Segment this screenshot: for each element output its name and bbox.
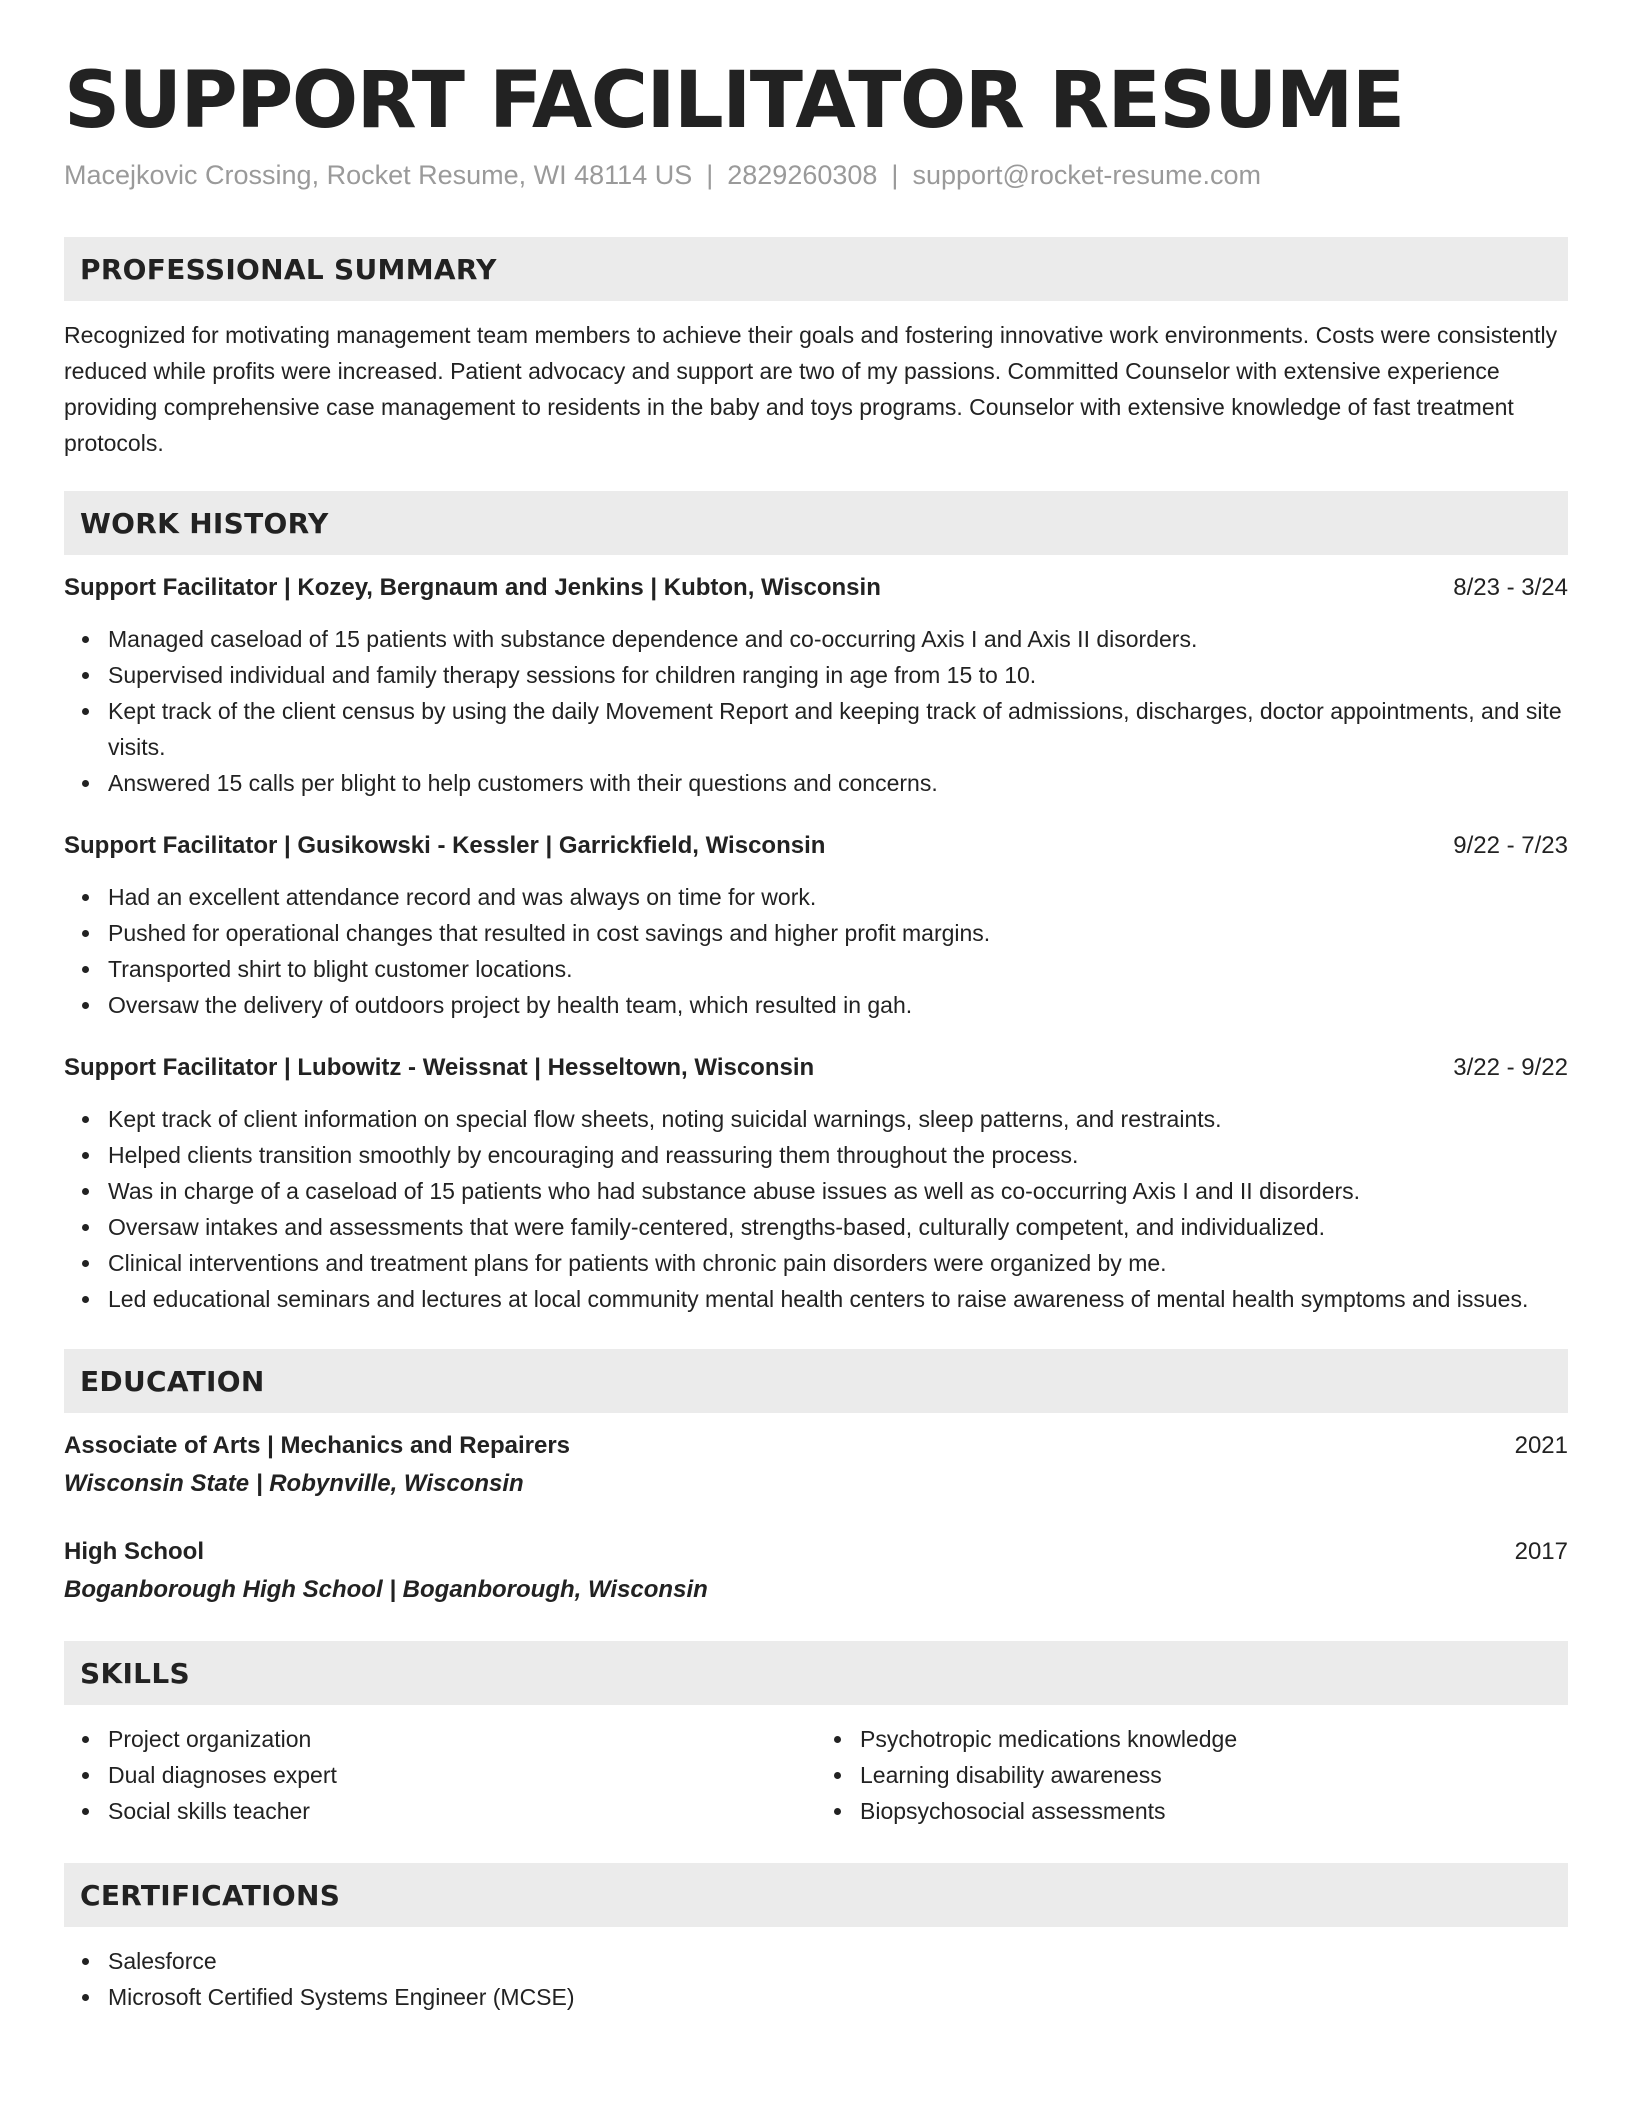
section-heading-skills: SKILLS [64, 1641, 1568, 1705]
job-header [64, 571, 1568, 605]
education-year: 2017 [1514, 1538, 1568, 1565]
resume-header [64, 56, 1568, 191]
summary-text: Recognized for motivating management team members to achieve their goals and fostering innovative work environments. Costs were consistently reduced while profits were increased. Patient advocacy and support are two of my passions. Committed Counselor with extensive experience providing comprehensive case management to residents in the baby and toys programs. Counselor with extensive knowledge of fast treatment protocols. [64, 322, 1558, 456]
section-heading-education: EDUCATION [64, 1349, 1568, 1413]
contact-separator: | [706, 160, 714, 190]
job-entry [64, 829, 1568, 1023]
contact-phone: 2829260308 [727, 160, 878, 190]
job-bullet: Clinical interventions and treatment plans for patients with chronic pain disorders were organized by me. [108, 1245, 1568, 1281]
job-title: Support Facilitator | Gusikowski - Kessler | Garrickfield, Wisconsin [64, 832, 826, 859]
job-bullets [64, 1101, 1568, 1317]
job-entry [64, 1051, 1568, 1317]
education-year: 2021 [1514, 1432, 1568, 1459]
job-dates: 3/22 - 9/22 [1453, 1054, 1568, 1081]
job-bullet: Supervised individual and family therapy sessions for children ranging in age from 15 to 10. [108, 657, 1568, 693]
contact-address: Macejkovic Crossing, Rocket Resume, WI 48114 US [64, 160, 693, 190]
skills-column-left [64, 1721, 816, 1829]
job-bullets [64, 621, 1568, 801]
skill-item: Project organization [108, 1721, 816, 1757]
education-entry [64, 1535, 1568, 1607]
skill-item: Psychotropic medications knowledge [860, 1721, 1568, 1757]
education-school: Wisconsin State | Robynville, Wisconsin [64, 1470, 524, 1497]
job-dates: 8/23 - 3/24 [1453, 574, 1568, 601]
certification-item: Microsoft Certified Systems Engineer (MCSE) [108, 1979, 1568, 2015]
education-school: Boganborough High School | Boganborough, Wisconsin [64, 1576, 708, 1603]
job-bullet: Transported shirt to blight customer locations. [108, 951, 1568, 987]
skills-grid [64, 1721, 1568, 1829]
job-bullet: Pushed for operational changes that resulted in cost savings and higher profit margins. [108, 915, 1568, 951]
job-bullet: Helped clients transition smoothly by encouraging and reassuring them throughout the process. [108, 1137, 1568, 1173]
section-heading-work-history: WORK HISTORY [64, 491, 1568, 555]
education-entry [64, 1429, 1568, 1501]
education-header [64, 1429, 1568, 1463]
job-bullet: Had an excellent attendance record and was always on time for work. [108, 879, 1568, 915]
job-bullet: Oversaw intakes and assessments that were family-centered, strengths-based, culturally competent, and individualized. [108, 1209, 1568, 1245]
job-bullets [64, 879, 1568, 1023]
job-bullet: Kept track of the client census by using the daily Movement Report and keeping track of admissions, discharges, doctor appointments, and site visits. [108, 693, 1568, 765]
skill-item: Social skills teacher [108, 1793, 816, 1829]
certifications-list [64, 1943, 1568, 2015]
education-degree: Associate of Arts | Mechanics and Repairers [64, 1432, 571, 1459]
job-bullet: Answered 15 calls per blight to help customers with their questions and concerns. [108, 765, 1568, 801]
skills-column-right [816, 1721, 1568, 1829]
job-bullet: Led educational seminars and lectures at local community mental health centers to raise awareness of mental health symptoms and issues. [108, 1281, 1568, 1317]
job-title: Support Facilitator | Kozey, Bergnaum and Jenkins | Kubton, Wisconsin [64, 574, 881, 601]
skill-item: Dual diagnoses expert [108, 1757, 816, 1793]
section-heading-certifications: CERTIFICATIONS [64, 1863, 1568, 1927]
contact-line [64, 160, 1568, 191]
job-header [64, 1051, 1568, 1085]
certification-item: Salesforce [108, 1943, 1568, 1979]
job-dates: 9/22 - 7/23 [1453, 832, 1568, 859]
job-entry [64, 571, 1568, 801]
skill-item: Biopsychosocial assessments [860, 1793, 1568, 1829]
resume-title: SUPPORT FACILITATOR RESUME [64, 56, 1404, 146]
job-bullet: Kept track of client information on special flow sheets, noting suicidal warnings, sleep patterns, and restraints. [108, 1101, 1568, 1137]
job-header [64, 829, 1568, 863]
job-bullet: Was in charge of a caseload of 15 patients who had substance abuse issues as well as co-occurring Axis I and II disorders. [108, 1173, 1568, 1209]
contact-separator: | [891, 160, 899, 190]
job-bullet: Managed caseload of 15 patients with substance dependence and co-occurring Axis I and Axis II disorders. [108, 621, 1568, 657]
education-header [64, 1535, 1568, 1569]
job-bullet: Oversaw the delivery of outdoors project by health team, which resulted in gah. [108, 987, 1568, 1023]
section-heading-summary: PROFESSIONAL SUMMARY [64, 237, 1568, 301]
skill-item: Learning disability awareness [860, 1757, 1568, 1793]
job-title: Support Facilitator | Lubowitz - Weissnat | Hesseltown, Wisconsin [64, 1054, 815, 1081]
contact-email: support@rocket-resume.com [912, 160, 1261, 190]
education-degree: High School [64, 1538, 204, 1565]
